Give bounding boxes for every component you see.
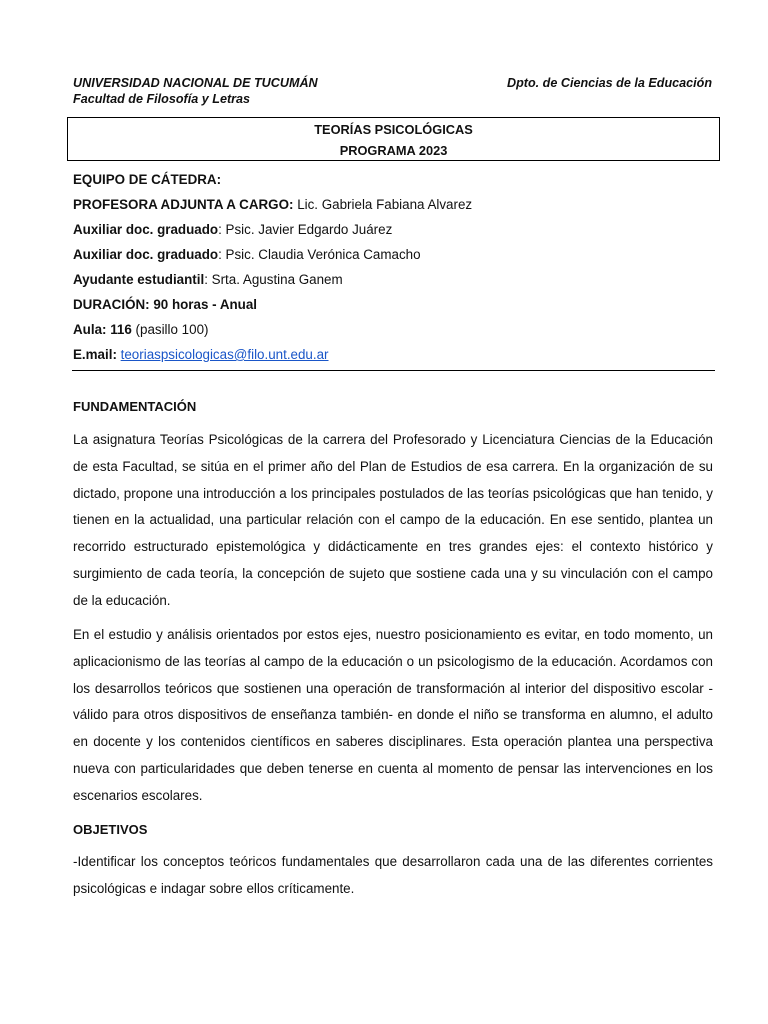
- team-row-value: Psic. Javier Edgardo Juárez: [221, 222, 393, 237]
- program-year: PROGRAMA 2023: [339, 143, 448, 158]
- email-label: E.mail:: [73, 347, 117, 362]
- course-title: TEORÍAS PSICOLÓGICAS: [314, 122, 473, 137]
- university-name: UNIVERSIDAD NACIONAL DE TUCUMÁN: [73, 76, 318, 90]
- email-link[interactable]: teoriaspsicologicas@filo.unt.edu.ar: [120, 347, 329, 362]
- team-row-value: Psic. Claudia Verónica Camacho: [221, 247, 421, 262]
- team-row-value: Lic. Gabriela Fabiana Alvarez: [293, 197, 473, 212]
- team-row-sep: :: [218, 222, 222, 237]
- classroom-value: (pasillo 100): [131, 322, 209, 337]
- team-row: [73, 242, 713, 267]
- team-row-sep: :: [218, 247, 222, 262]
- classroom: [73, 317, 713, 342]
- section-heading-objetivos: OBJETIVOS: [73, 822, 148, 837]
- department-name: Dpto. de Ciencias de la Educación: [507, 76, 713, 90]
- team-row-value: Srta. Agustina Ganem: [207, 272, 343, 287]
- team-row-sep: :: [204, 272, 208, 287]
- team-row: [73, 192, 713, 217]
- team-row: [73, 217, 713, 242]
- faculty-name: Facultad de Filosofía y Letras: [73, 92, 251, 106]
- team-info: [73, 167, 713, 367]
- team-row: [73, 267, 713, 292]
- header-left: [73, 75, 318, 107]
- team-row-label: Auxiliar doc. graduado: [73, 247, 219, 262]
- paragraph: La asignatura Teorías Psicológicas de la carrera del Profesorado y Licenciatura Ciencias de la Educación de esta Facultad, se sitúa en el primer año del Plan de Estudios de esa carrera. En la organización de su dictado, propone una introducción a los principales postulados de las teorías psicológicas que han tenido, y tienen en la actualidad, una particular relación con el campo de la educación. En ese sentido, plantea un recorrido estructurado epistemológica y didácticamente en tres grandes ejes: el contexto histórico y surgimiento de cada teoría, la concepción de sujeto que sostiene cada una y su vinculación con el campo de la educación.: [73, 432, 713, 608]
- duration: DURACIÓN: 90 horas - Anual: [73, 297, 258, 312]
- section-heading-fundamentacion: FUNDAMENTACIÓN: [73, 399, 197, 414]
- title-box: [67, 117, 720, 161]
- paragraph: -Identificar los conceptos teóricos fundamentales que desarrollaron cada una de las diferentes corrientes psicológicas e indagar sobre ellos críticamente.: [73, 854, 713, 896]
- team-row-label: Ayudante estudiantil: [73, 272, 205, 287]
- team-row-label: PROFESORA ADJUNTA A CARGO: [73, 197, 289, 212]
- team-heading: EQUIPO DE CÁTEDRA:: [73, 172, 222, 187]
- team-row-sep: :: [289, 197, 294, 212]
- classroom-label: Aula: 116: [73, 322, 132, 337]
- team-row-label: Auxiliar doc. graduado: [73, 222, 219, 237]
- divider: [72, 370, 715, 371]
- email-row: [73, 342, 713, 367]
- paragraph: En el estudio y análisis orientados por estos ejes, nuestro posicionamiento es evitar, en todo momento, un aplicacionismo de las teorías al campo de la educación o un psicologismo de la educación. Acordamos con los desarrollos teóricos que sostienen una operación de transformación al interior del dispositivo escolar -válido para otros dispositivos de enseñanza también- en donde el niño se transforma en alumno, el adulto en docente y los contenidos científicos en saberes disciplinares. Esta operación plantea una perspectiva nueva con particularidades que deben tenerse en cuenta al momento de pensar las intervenciones en los escenarios escolares.: [73, 627, 713, 803]
